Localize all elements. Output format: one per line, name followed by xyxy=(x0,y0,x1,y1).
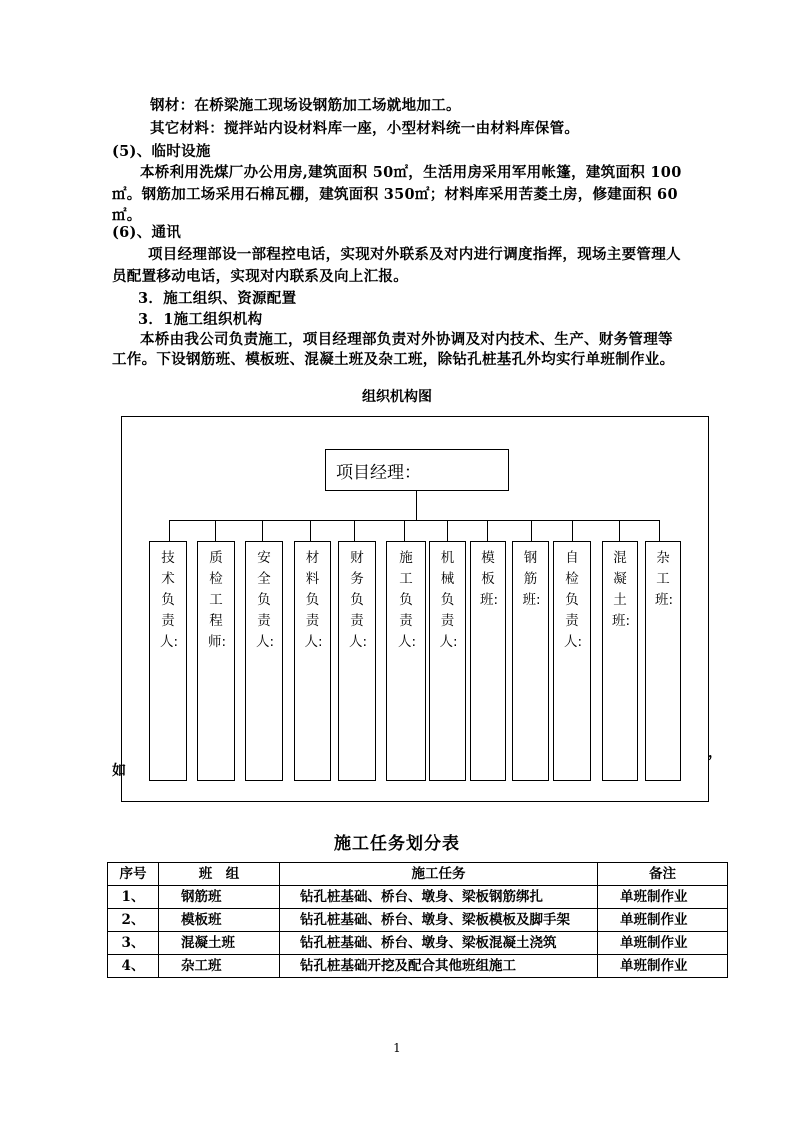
section-heading-comms: (6)、通讯 xyxy=(112,224,182,241)
stray-glyph-right: ， xyxy=(708,745,722,761)
drop-line xyxy=(354,520,355,541)
table-header-row xyxy=(108,863,728,886)
drop-line xyxy=(531,520,532,541)
drop-line xyxy=(487,520,488,541)
text-line-other-materials: 其它材料：搅拌站内设材料库一座，小型材料统一由材料库保管。 xyxy=(150,120,580,137)
row-number: 2、 xyxy=(108,909,159,932)
drop-line xyxy=(169,520,170,541)
col-header-team: 班 组 xyxy=(159,863,280,886)
row-number: 4、 xyxy=(108,955,159,978)
org-box-finance-lead: 财务负责人: xyxy=(338,541,376,781)
drop-line xyxy=(572,520,573,541)
row-note: 单班制作业 xyxy=(598,932,728,955)
drop-line xyxy=(262,520,263,541)
row-number: 1、 xyxy=(108,886,159,909)
org-box-formwork-team: 模板班: xyxy=(470,541,506,781)
org-box-machinery-lead: 机械负责人: xyxy=(429,541,466,781)
drop-line xyxy=(310,520,311,541)
row-task: 钻孔桩基础、桥台、墩身、梁板模板及脚手架 xyxy=(280,909,598,932)
col-header-number: 序号 xyxy=(108,863,159,886)
org-box-materials-lead: 材料负责人: xyxy=(294,541,331,781)
table-row xyxy=(108,955,728,978)
org-box-self-inspection-lead: 自检负责人: xyxy=(553,541,591,781)
table-row xyxy=(108,909,728,932)
text-line-comms-2: 员配置移动电话，实现对内联系及向上汇报。 xyxy=(112,268,408,285)
drop-line xyxy=(659,520,660,541)
row-task: 钻孔桩基础、桥台、墩身、梁板钢筋绑扎 xyxy=(280,886,598,909)
row-task: 钻孔桩基础、桥台、墩身、梁板混凝土浇筑 xyxy=(280,932,598,955)
org-box-concrete-team: 混凝土班: xyxy=(602,541,638,781)
section-heading-temporary: (5)、临时设施 xyxy=(112,143,211,160)
table-row xyxy=(108,932,728,955)
org-chart-title: 组织机构图 xyxy=(362,389,432,405)
drop-line xyxy=(404,520,405,541)
row-note: 单班制作业 xyxy=(598,886,728,909)
text-line-org-1: 本桥由我公司负责施工，项目经理部负责对外协调及对内技术、生产、财务管理等 xyxy=(140,331,673,348)
task-table xyxy=(107,862,728,978)
row-team: 混凝土班 xyxy=(159,932,280,955)
row-number: 3、 xyxy=(108,932,159,955)
branch-line xyxy=(169,520,659,521)
col-header-note: 备注 xyxy=(598,863,728,886)
col-header-task: 施工任务 xyxy=(280,863,598,886)
project-manager-box: 项目经理： xyxy=(325,449,509,491)
org-box-qa-engineer: 质检工程师: xyxy=(197,541,235,781)
row-team: 模板班 xyxy=(159,909,280,932)
drop-line xyxy=(215,520,216,541)
page-number: 1 xyxy=(393,1041,401,1055)
org-box-rebar-team: 钢筋班: xyxy=(512,541,549,781)
drop-line xyxy=(447,520,448,541)
section-heading-3-1: 3．1施工组织机构 xyxy=(138,311,263,328)
row-note: 单班制作业 xyxy=(598,955,728,978)
text-line-housing-2: ㎡。钢筋加工场采用石棉瓦棚，建筑面积 350㎡；材料库采用苦菱土房，修建面积 60 xyxy=(112,186,678,203)
org-box-labor-team: 杂工班: xyxy=(645,541,681,781)
org-box-safety-lead: 安全负责人: xyxy=(245,541,283,781)
org-box-construction-lead: 施工负责人: xyxy=(386,541,426,781)
text-line-housing-1: 本桥利用洗煤厂办公用房,建筑面积 50㎡，生活用房采用军用帐篷，建筑面积 100 xyxy=(140,164,682,181)
text-line-housing-3: ㎡。 xyxy=(112,207,142,224)
row-team: 钢筋班 xyxy=(159,886,280,909)
section-heading-3: 3．施工组织、资源配置 xyxy=(138,290,297,307)
text-line-comms-1: 项目经理部设一部程控电话，实现对外联系及对内进行调度指挥，现场主要管理人 xyxy=(148,246,681,263)
text-line-steel: 钢材：在桥梁施工现场设钢筋加工场就地加工。 xyxy=(150,97,461,114)
row-note: 单班制作业 xyxy=(598,909,728,932)
row-task: 钻孔桩基础开挖及配合其他班组施工 xyxy=(280,955,598,978)
drop-line xyxy=(619,520,620,541)
task-table-title: 施工任务划分表 xyxy=(334,834,460,854)
text-line-org-2: 工作。下设钢筋班、模板班、混凝土班及杂工班，除钻孔桩基孔外均实行单班制作业。 xyxy=(112,351,675,368)
root-connector xyxy=(416,491,417,520)
stray-glyph-left: 如 xyxy=(112,763,126,779)
row-team: 杂工班 xyxy=(159,955,280,978)
org-box-tech-lead: 技术负责人: xyxy=(149,541,187,781)
table-row xyxy=(108,886,728,909)
